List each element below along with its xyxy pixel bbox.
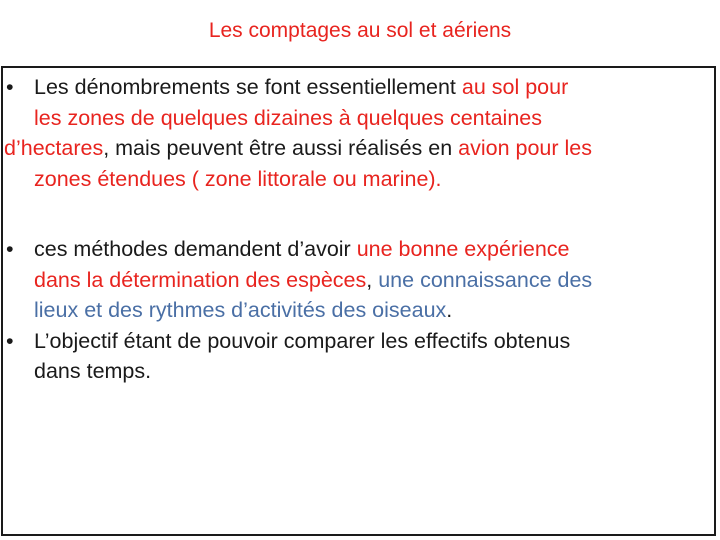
highlight-text-blue: une connaissance des: [378, 267, 593, 292]
highlight-text: au sol pour: [461, 75, 569, 99]
highlight-text: avion pour les: [458, 136, 593, 160]
line: [34, 295, 704, 326]
line: [34, 72, 704, 103]
slide-body: [4, 72, 704, 387]
slide-title: Les comptages au sol et aériens: [208, 19, 512, 42]
text-span: ,: [366, 267, 379, 292]
highlight-text: une bonne expérience: [356, 237, 570, 261]
highlight-line: zones étendues ( zone littorale ou marine).: [34, 166, 442, 191]
text-span: ces méthodes demandent d’avoir: [34, 237, 357, 261]
bullet-point-2: [4, 234, 704, 326]
text-span: , mais peuvent être aussi réalisés en: [103, 136, 459, 160]
bullet-marker: •: [6, 328, 14, 353]
bullet-marker: •: [6, 75, 14, 99]
line: dans temps.: [34, 359, 152, 383]
paragraph-gap: [4, 194, 704, 234]
highlight-line: les zones de quelques dizaines à quelques centaines: [34, 105, 543, 130]
line: [4, 133, 704, 164]
text-span: .: [446, 298, 453, 322]
highlight-text: dans la détermination des espèces: [34, 267, 367, 292]
bullet-point-1: [4, 72, 704, 194]
text-span: Les dénombrements se font essentiellement: [34, 75, 462, 99]
highlight-text-blue: lieux et des rythmes d’activités des oiseaux: [34, 298, 447, 322]
line: L’objectif étant de pouvoir comparer les effectifs obtenus: [34, 328, 571, 353]
highlight-text: d’hectares: [4, 136, 104, 160]
line: [34, 265, 704, 296]
bullet-marker: •: [6, 237, 14, 261]
line: [34, 234, 704, 265]
bullet-point-3: [4, 326, 704, 387]
